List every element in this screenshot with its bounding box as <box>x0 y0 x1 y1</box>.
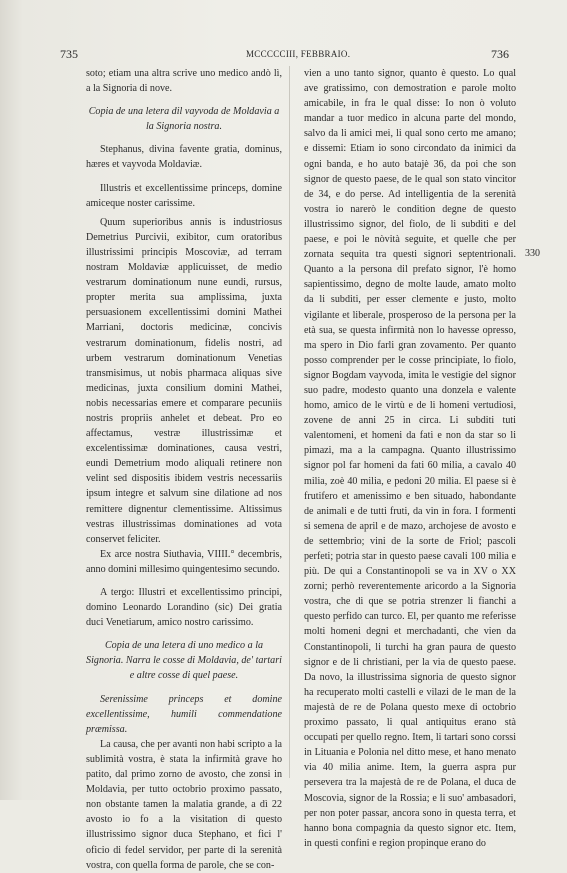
section-heading: Copia de una letera dil vayvoda de Moldavia a la Signoria nostra. <box>88 106 280 133</box>
paragraph: soto; etiam una altra scrive uno medico andò lì, a la Signoria di nove. <box>86 68 282 95</box>
margin-number: 330 <box>525 248 540 259</box>
paragraph: La causa, che per avanti non habi scripto a la sublimità vostra, è stata la infirmità grave ho patito, dal primo zorno de avosto, che zonsi in Moldavia, per tutto octobrio proximo passato, non obstante tamen la malatia grande, a dì 22 avosto io fo a la visitation di questo illustrissimo signor duca Stephano, et fici l' oficio di fedel servidor, per parte di la serenità vostra, con quella forma de parole, che se con- <box>86 738 282 871</box>
salutation: Serenissime princeps et domine excellentissime, humili commendatione præmissa. <box>86 693 282 735</box>
paragraph: Stephanus, divina favente gratia, dominus, hæres et vayvoda Moldaviæ. <box>86 144 282 171</box>
section-heading: Copia de una letera di uno medico a la Signoria. Narra le cosse di Moldavia, de' tartari e altre cosse di quel paese. <box>86 640 282 682</box>
paragraph: Illustris et excellentissime princeps, domine amiceque noster carissime. <box>86 182 282 209</box>
paragraph: Ex arce nostra Siuthavia, VIIII.° decembris, anno domini millesimo quingentesimo secundo. <box>86 548 282 575</box>
running-title: MCCCCCIII, FEBBRAIO. <box>246 49 351 59</box>
paragraph: Quum superioribus annis is industriosus Demetrius Purcivii, exibitor, cum oratoribus illustrissimi principis Moscoviæ, ad terram nostram Moldaviæ applicuisset, de medio vestrarum dominationum nune eundi, rursus, propter merita sua amplissima, juxta persuasionem excellentissimi domini Mathei Marriani, doctoris medicinæ, concivis vestrarum dominationum, fidelis nostri, ad urbem vestrarum dominationum Venetias transmisimus, ut nobis pharmaca aliquas sive medicinas, juxta consilium domini Mathei, nobis necessarias emere et comparare pecuniis nostris propriis anhelet et debeat. Pro eo affectamus, vestræ illustrissimæ et excelentissimæ dominationes, causa vestri, eundi Demetrium modo aliquali retinere non velint sed dispositis ibidem vestris necessariis ipsum integre et salvum sine dilatione ad nos remittere dignentur clementissime. Altissimus vestras illustrissimas dominationes ad vota conservet feliciter. <box>86 216 282 545</box>
right-column <box>304 66 516 851</box>
left-column <box>86 66 282 873</box>
page-number-left: 735 <box>60 47 78 61</box>
paragraph: vien a uno tanto signor, quanto è questo. Lo qual ave gratissimo, con demostration e parole molto amicabile, in fra le qual disse: Io non ò voluto mandar a tuor medico in alcuna parte del mondo, salvo da li amici mei, li qual sono certo me amano; e dissemi: Etiam io sono circondato da inimici da ogni banda, e ho auto batajè 36, da poi che son signor de questo paese, de le qual son stato vincitor de 34, e do perse. Ad intelligentia de la serenità vostra io narerò le condition degne de questo illustrissimo signor, del fiolo, de li subditi e del paese, e poi le nòvità seguite, et quelle che per zornata sequita tra questi signori septentrionali. Quanto a la persona dil prefato signor, l'è homo sapientissimo, degno de molte laude, amato molto da li subditi, per esser clemente e justo, molto vigilante et liberale, prosperoso de la persona per la età sua, se questa infirmità non lo havesse opresso, ma spero in Dio farli gran zovamento. Per quanto posso comprender per le cosse principiate, lo fiolo, signor Bogdam vayvoda, imita le vestigie del signor suo padre, modesto quanto una donzela e valente homo, amico de le virtù e de li homeni vertudiosi, zovene de anni 25 in circa. Li subditi tuti valentomeni, et homeni da fati e non da star so li pimazi, ma a la campagna. Quanto illustrissimo signor pol far homeni da fati 60 milia, a cavalo 40 milia, zoè 40 milia, e pedoni 20 milia. El paese si è frutifero et amenissimo e ben situado, habondante de animali e de tutti fruti, da vin in fora. I formenti si semena de april e de mazo, archojese de avosto e de settembrio; vini de la sorte de Friol; pascoli perfeti; potria star in questo paese cavali 100 milia e più. De qui a Constantinopoli se va in XV o XX zorni; perhò reverentemente aricordo a la Signoria vostra, che di que se potria strenzer li fianchi a questo perfido can turco. El, per quanto me referisse molti homeni degni et merchadanti, che vien da Constantinopoli, li turchi ha gran paura de questo signor e de li christiani, per la via de questo paese. Da novo, la illustrissima signoria de questo signor ha recuperato molti castelli e vilazi de le man de la majestà de re de Polana questo mexe di octobrio proximo passato, li qual antiquitus erano stà occupati per quello regno. Item, li tartari sono corssi in Lituania e Polonia nel ditto mese, et hano menato via 40 milia anime. Item, la guerra aspra pur persevera tra la majestà de re de Polana, el duca de Moscovia, signor de la Rossia; e li suo' ambasadori, per non poter passar, ancora sono in questa terra, et hanno bona compagnia da questo signor etc. Item, in questi confini e region propinque erano do <box>304 68 516 849</box>
page-number-right: 736 <box>491 47 509 61</box>
address-note: A tergo: Illustri et excellentissimo principi, domino Leonardo Lorandino (sic) Dei gratia duci Venetiarum, amico nostro carissimo. <box>86 587 282 629</box>
page-header <box>0 47 567 63</box>
column-divider <box>289 66 290 778</box>
